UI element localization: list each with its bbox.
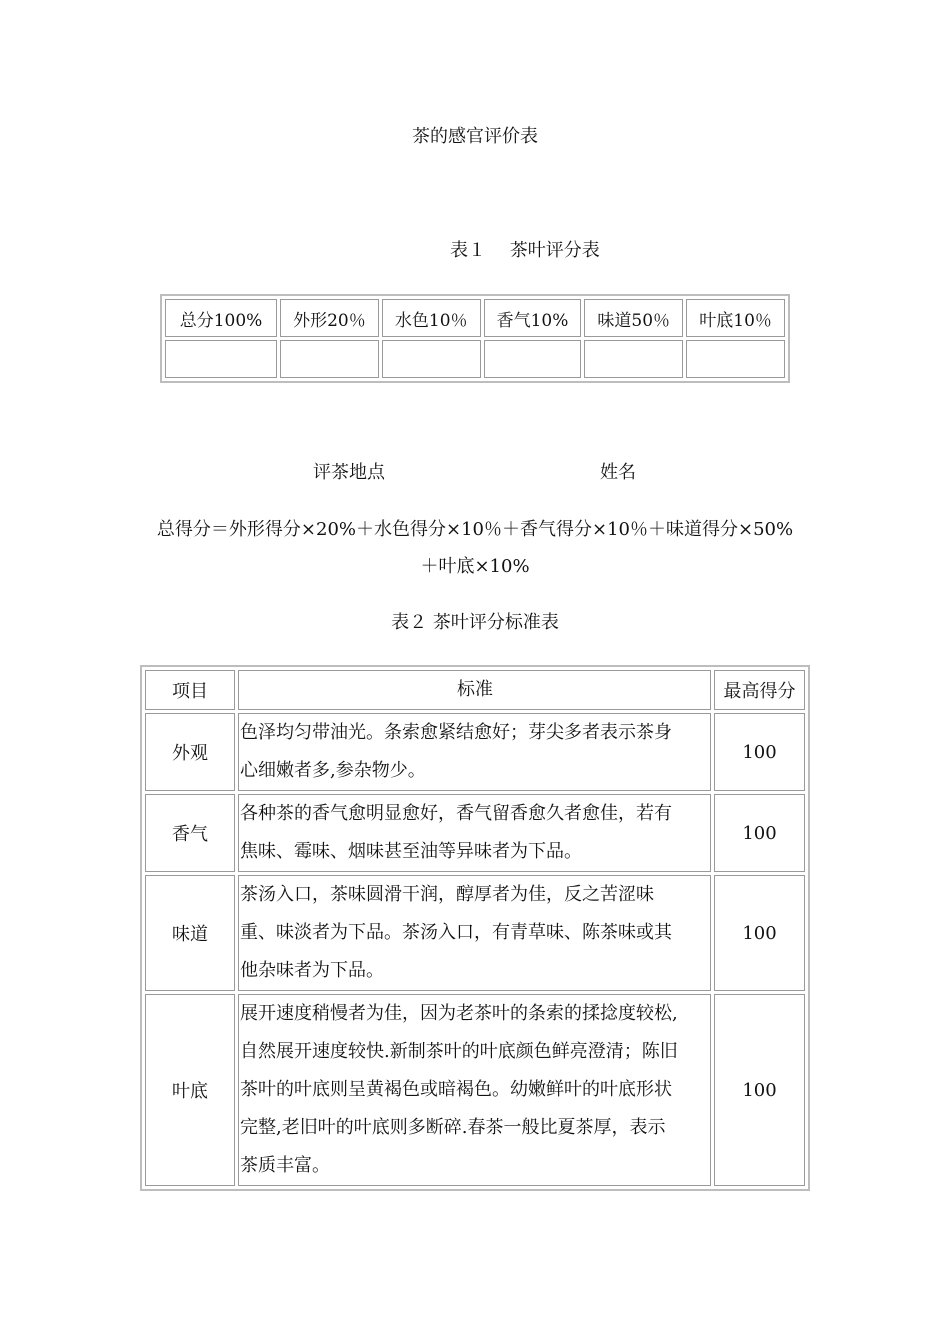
header-taste: 味道50％	[584, 299, 683, 337]
standard-line: 色泽均匀带油光。条索愈紧结愈好；芽尖多者表示茶身	[240, 722, 672, 743]
row-item: 香气	[145, 794, 235, 872]
row-standard	[238, 794, 711, 872]
score-cell-total[interactable]	[165, 340, 277, 378]
formula-line-1: 总得分＝外形得分×20%＋水色得分×10％＋香气得分×10％＋味道得分×50%	[156, 519, 794, 540]
score-cell-aroma[interactable]	[484, 340, 582, 378]
row-item: 外观	[145, 713, 235, 791]
row-standard	[238, 994, 711, 1186]
header-aroma: 香气10%	[484, 299, 582, 337]
standard-line: 茶质丰富。	[240, 1155, 330, 1176]
row-standard	[238, 713, 711, 791]
standard-line: 茶汤入口，茶味圆滑干润，醇厚者为佳，反之苦涩味	[240, 884, 654, 905]
score-cell-taste[interactable]	[584, 340, 683, 378]
formula-line-2: ＋叶底×10%	[420, 556, 530, 577]
header-total: 总分100%	[165, 299, 277, 337]
header-appearance: 外形20％	[280, 299, 379, 337]
standard-line: 自然展开速度较快.新制茶叶的叶底颜色鲜亮澄清；陈旧	[240, 1041, 678, 1062]
row-max-score: 100	[714, 994, 805, 1186]
header-liquor-color: 水色10％	[382, 299, 481, 337]
standard-line: 茶叶的叶底则呈黄褐色或暗褐色。幼嫩鲜叶的叶底形状	[240, 1079, 672, 1100]
score-cell-appearance[interactable]	[280, 340, 379, 378]
score-table	[160, 294, 790, 383]
table-row	[145, 794, 805, 872]
row-standard	[238, 875, 711, 991]
table-row	[145, 713, 805, 791]
row-item: 味道	[145, 875, 235, 991]
location-label: 评茶地点	[313, 462, 385, 483]
table2-caption: 表２ 茶叶评分标准表	[391, 612, 559, 633]
name-label: 姓名	[600, 462, 636, 483]
standard-line: 完整,老旧叶的叶底则多断碎.春茶一般比夏茶厚，表示	[240, 1117, 666, 1138]
score-cell-liquor-color[interactable]	[382, 340, 481, 378]
score-table-header-row	[165, 299, 785, 337]
standard-table	[140, 665, 810, 1191]
page-title: 茶的感官评价表	[412, 126, 538, 147]
standard-line: 重、味淡者为下品。茶汤入口，有青草味、陈茶味或其	[240, 922, 672, 943]
header-item: 项目	[145, 670, 235, 710]
row-item: 叶底	[145, 994, 235, 1186]
score-table-input-row	[165, 340, 785, 378]
table1-caption: 表１ 茶叶评分表	[450, 240, 600, 261]
row-max-score: 100	[714, 875, 805, 991]
table-row	[145, 875, 805, 991]
header-max-score: 最高得分	[714, 670, 805, 710]
standard-line: 心细嫩者多,参杂物少。	[240, 760, 426, 781]
row-max-score: 100	[714, 794, 805, 872]
score-cell-leaf-base[interactable]	[686, 340, 785, 378]
standard-line: 展开速度稍慢者为佳，因为老茶叶的条索的揉捻度较松,	[240, 1003, 678, 1024]
standard-line: 他杂味者为下品。	[240, 960, 384, 981]
standard-line: 焦味、霉味、烟味甚至油等异味者为下品。	[240, 841, 582, 862]
standard-table-header-row	[145, 670, 805, 710]
row-max-score: 100	[714, 713, 805, 791]
table-row	[145, 994, 805, 1186]
header-leaf-base: 叶底10％	[686, 299, 785, 337]
header-standard: 标准	[238, 670, 711, 710]
standard-line: 各种茶的香气愈明显愈好，香气留香愈久者愈佳，若有	[240, 803, 672, 824]
